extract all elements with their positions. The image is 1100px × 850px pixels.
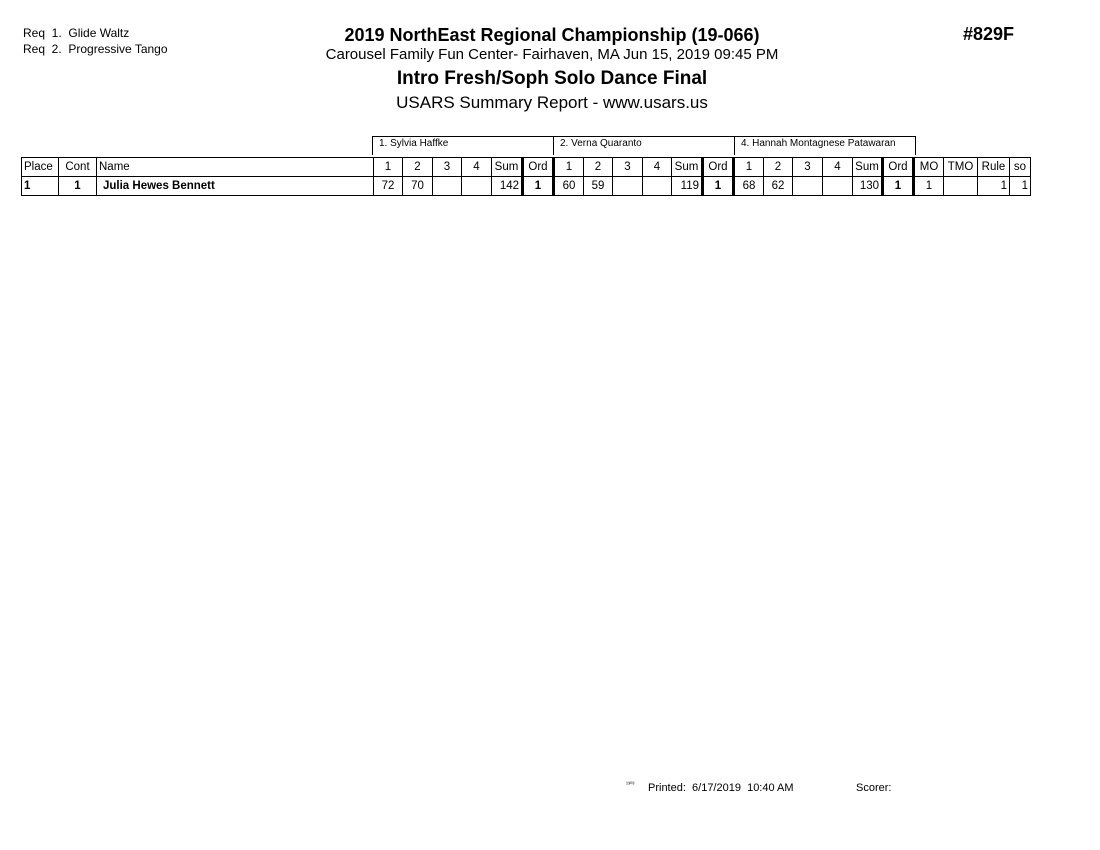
col-j1-sum: Sum <box>492 158 523 177</box>
col-j3-s3: 3 <box>793 158 823 177</box>
competition-location: Carousel Family Fun Center- Fairhaven, MA Jun 15, 2019 09:45 PM <box>325 46 779 63</box>
col-j1-s3: 3 <box>433 158 462 177</box>
competition-title: 2019 NorthEast Regional Championship (19-066) <box>344 25 760 45</box>
col-rule: Rule <box>978 158 1010 177</box>
col-j2-ord: Ord <box>703 158 734 177</box>
table-row <box>22 177 1031 196</box>
footer-code: ¹³⁰³ <box>626 782 635 788</box>
col-j3-ord: Ord <box>883 158 914 177</box>
requirement-1: Req 1. Glide Waltz <box>23 26 130 40</box>
results-table <box>21 157 1031 196</box>
cell-j3-sum: 130 <box>853 177 883 196</box>
col-name: Name <box>97 158 374 177</box>
report-header <box>242 24 862 114</box>
judge-header-3: 4. Hannah Montagnese Patawaran <box>734 136 916 155</box>
cell-j1-s1: 72 <box>374 177 403 196</box>
col-j1-s2: 2 <box>403 158 433 177</box>
col-j2-sum: Sum <box>672 158 703 177</box>
col-j2-s4: 4 <box>643 158 672 177</box>
cell-j3-s2: 62 <box>764 177 793 196</box>
col-j3-s1: 1 <box>734 158 764 177</box>
report-title: USARS Summary Report - www.usars.us <box>396 93 708 112</box>
col-j3-s2: 2 <box>764 158 793 177</box>
cell-cont: 1 <box>59 177 97 196</box>
cell-rule: 1 <box>978 177 1010 196</box>
cell-j2-s3 <box>613 177 643 196</box>
requirement-2: Req 2. Progressive Tango <box>23 42 168 56</box>
cell-j3-ord: 1 <box>883 177 914 196</box>
col-mo: MO <box>914 158 944 177</box>
cell-j3-s1: 68 <box>734 177 764 196</box>
table-header-row <box>22 158 1031 177</box>
col-j2-s1: 1 <box>554 158 584 177</box>
cell-j1-s3 <box>433 177 462 196</box>
requirements-list <box>23 25 168 57</box>
cell-so: 1 <box>1010 177 1031 196</box>
col-place: Place <box>22 158 59 177</box>
cell-j2-s4 <box>643 177 672 196</box>
cell-j2-s1: 60 <box>554 177 584 196</box>
event-title: Intro Fresh/Soph Solo Dance Final <box>396 68 708 89</box>
cell-tmo <box>944 177 978 196</box>
cell-j1-sum: 142 <box>492 177 523 196</box>
footer-scorer: Scorer: <box>856 782 892 794</box>
cell-name: Julia Hewes Bennett <box>97 177 374 196</box>
cell-place: 1 <box>22 177 59 196</box>
judge-header-2: 2. Verna Quaranto <box>553 136 735 155</box>
footer-printed: Printed: 6/17/2019 10:40 AM <box>648 782 794 794</box>
cell-j1-s4 <box>462 177 492 196</box>
col-j1-s1: 1 <box>374 158 403 177</box>
col-j3-s4: 4 <box>823 158 853 177</box>
cell-j3-s4 <box>823 177 853 196</box>
col-j3-sum: Sum <box>853 158 883 177</box>
event-number: #829F <box>963 24 1015 44</box>
cell-j2-ord: 1 <box>703 177 734 196</box>
col-tmo: TMO <box>944 158 978 177</box>
col-j1-s4: 4 <box>462 158 492 177</box>
cell-j2-sum: 119 <box>672 177 703 196</box>
judge-header-1: 1. Sylvia Haffke <box>372 136 554 155</box>
col-so: so <box>1010 158 1031 177</box>
cell-j1-s2: 70 <box>403 177 433 196</box>
cell-j2-s2: 59 <box>584 177 613 196</box>
col-j2-s2: 2 <box>584 158 613 177</box>
cell-j1-ord: 1 <box>523 177 554 196</box>
col-cont: Cont <box>59 158 97 177</box>
cell-mo: 1 <box>914 177 944 196</box>
col-j2-s3: 3 <box>613 158 643 177</box>
col-j1-ord: Ord <box>523 158 554 177</box>
cell-j3-s3 <box>793 177 823 196</box>
